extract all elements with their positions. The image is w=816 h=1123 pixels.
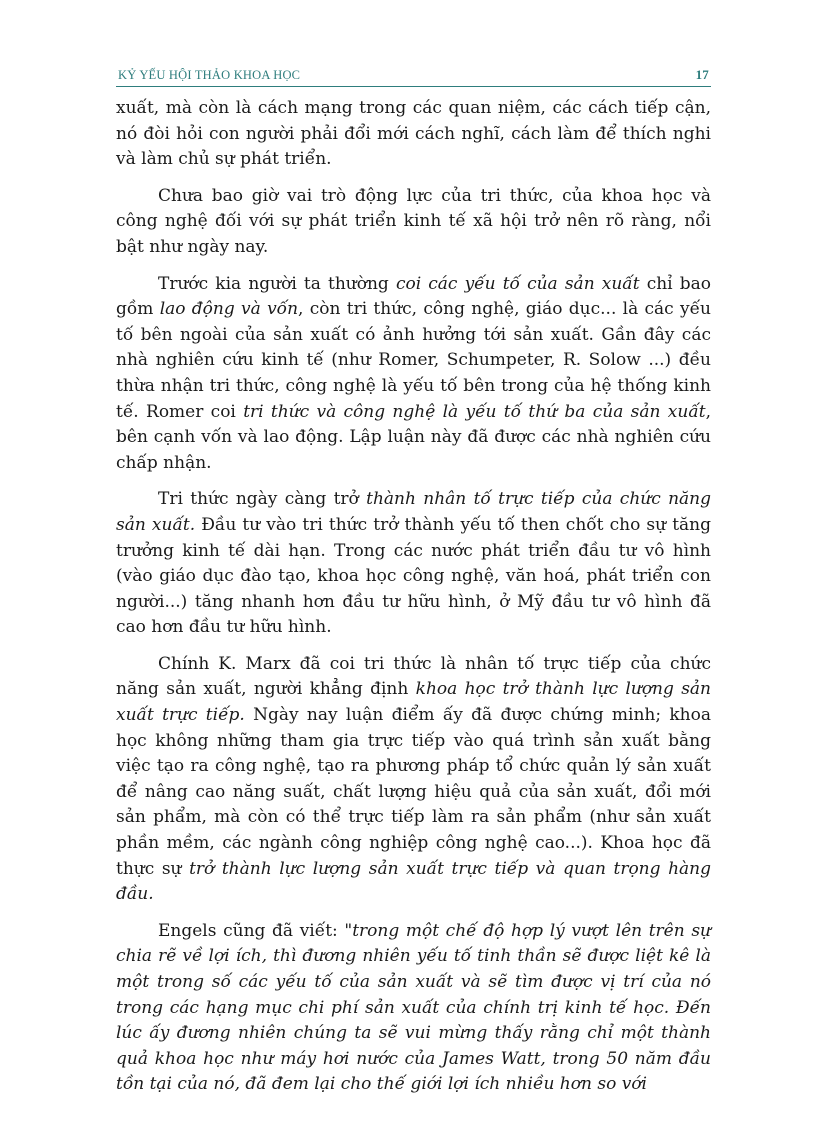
p4-text-1: Tri thức ngày càng trở (158, 489, 367, 510)
page-number: 17 (695, 67, 709, 82)
p3-text-4: , bên cạnh vốn và lao động. Lập luận này đã được các nhà nghiên cứu chấp nhận. (116, 401, 711, 473)
paragraph-3 (116, 272, 711, 477)
body-text (116, 96, 711, 1109)
p3-emphasis-1: coi các yếu tố của sản xuất (395, 273, 640, 294)
paragraph-6 (116, 919, 711, 1098)
p5-emphasis-2: trở thành lực lượng sản xuất trực tiếp và quan trọng hàng đầu. (116, 858, 711, 905)
paragraph-4 (116, 487, 711, 641)
p3-text-3: , còn tri thức, công nghệ, giáo dục... là các yếu tố bên ngoài của sản xuất có ảnh hưởng tới sản xuất. Gần đây các nhà nghiên cứu kinh tế (như Romer, Schumpeter, R. Solow ...) đều thừa nhận tri thức, công nghệ là yếu tố bên trong của hệ thống kinh tế. Romer coi (116, 299, 711, 422)
header-title: KỶ YẾU HỘI THẢO KHOA HỌC (118, 68, 301, 82)
p4-emphasis-1: thành nhân tố trực tiếp của chức năng sản xuất. (116, 489, 712, 535)
paragraph-2 (116, 184, 711, 261)
p4-text-2: Đầu tư vào tri thức trở thành yếu tố then chốt cho sự tăng trưởng kinh tế dài hạn. Trong các nước phát triển đầu tư vô hình (vào giáo dục đào tạo, khoa học công nghệ, văn hoá, phát triển con người...) tăng nhanh hơn đầu tư hữu hình, ở Mỹ đầu tư vô hình đã cao hơn đầu tư hữu hình. (116, 514, 711, 638)
p3-emphasis-2: lao động và vốn (159, 299, 299, 320)
p3-text-1: Trước kia người ta thường (158, 273, 396, 294)
p5-text-1: Chính K. Marx đã coi tri thức là nhân tố trực tiếp của chức năng sản xuất, người khẳng định (116, 653, 711, 700)
p5-text-2: Ngày nay luận điểm ấy đã được chứng minh; khoa học không những tham gia trực tiếp vào quá trình sản xuất bằng việc tạo ra công nghệ, tạo ra phương pháp tổ chức quản lý sản xuất để nâng cao năng suất, chất lượng hiệu quả của sản xuất, đổi mới sản phẩm, mà còn có thể trực tiếp làm ra sản phẩm (như sản xuất phần mềm, các ngành công nghiệp công nghệ cao...). Khoa học đã thực sự (116, 705, 711, 879)
p2-text: Chưa bao giờ vai trò động lực của tri thức, của khoa học và công nghệ đối với sự phát triển kinh tế xã hội trở nên rõ ràng, nổi bật như ngày nay. (116, 185, 711, 257)
paragraph-5 (116, 652, 711, 908)
p3-text-2: chỉ bao gồm (116, 273, 711, 320)
p6-text-1: Engels cũng đã viết: " (158, 920, 353, 941)
paragraph-1 (116, 96, 711, 173)
p6-quote: trong một chế độ hợp lý vượt lên trên sự chia rẽ về lợi ích, thì đương nhiên yếu tố tinh thần sẽ được liệt kê là một trong số các yếu tố của sản xuất và sẽ tìm được vị trí của nó trong các hạng mục chi phí sản xuất của chính trị kinh tế học. Đến lúc ấy đương nhiên chúng ta sẽ vui mừng thấy rằng chỉ một thành quả khoa học như máy hơi nước của James Watt, trong 50 năm đầu tồn tại của nó, đã đem lại cho thế giới lợi ích nhiều hơn so với (116, 920, 711, 1095)
p1-text: xuất, mà còn là cách mạng trong các quan niệm, các cách tiếp cận, nó đòi hỏi con người phải đổi mới cách nghĩ, cách làm để thích nghi và làm chủ sự phát triển. (116, 98, 711, 170)
p5-emphasis-1: khoa học trở thành lực lượng sản xuất trực tiếp. (116, 679, 711, 726)
running-header (116, 64, 711, 87)
p3-emphasis-3: tri thức và công nghệ là yếu tố thứ ba của sản xuất (243, 401, 706, 422)
